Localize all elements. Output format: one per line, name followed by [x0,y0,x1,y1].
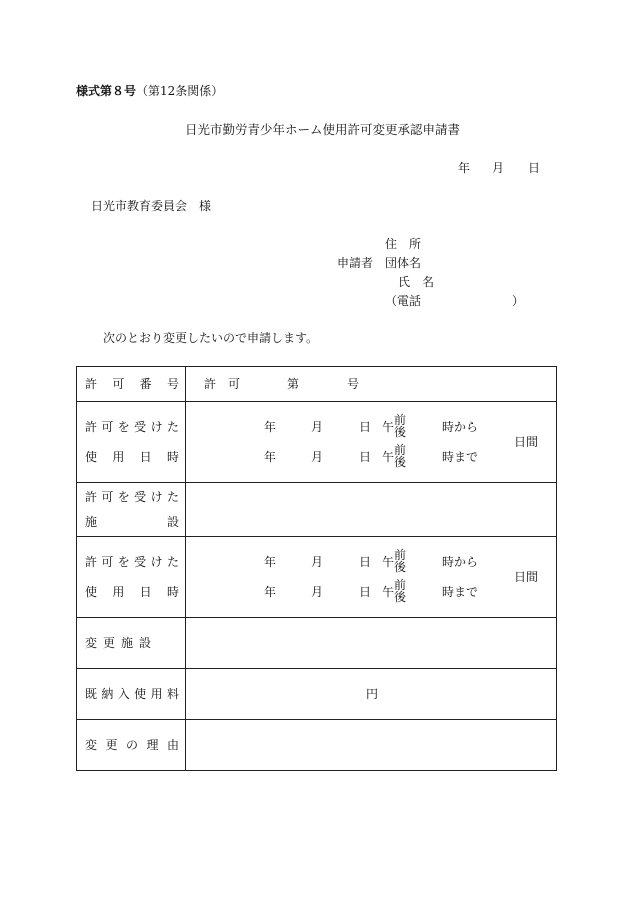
start-year-label: 年 [264,420,277,434]
end-year-label: 年 [264,450,277,464]
date-day-label: 日 [528,161,541,175]
application-table [76,366,557,771]
table-row [77,720,557,771]
start-noon-label: 午 [382,420,395,434]
start-ampm-choice: 前 後 [394,548,407,574]
phone-open-label: （電話 [385,294,422,308]
used-datetime-2-label-cell [77,537,186,618]
end-month-label: 月 [311,450,324,464]
page-title: 日光市勤労青少年ホーム使用許可変更承認申請書 [185,122,461,137]
start-year-label: 年 [264,555,277,569]
permit-dai-label: 第 [287,377,300,391]
changed-facility-label-cell [77,618,186,669]
end-hour-label: 時まで [442,450,479,464]
start-hour-label: 時から [442,420,479,434]
reason-label: 変 更 の 理 由 [85,738,179,752]
permit-prefix-label: 許 可 [204,377,241,391]
start-day-label: 日 [359,555,372,569]
paid-fee-label: 既 納 入 使 用 料 [85,687,179,701]
permit-number-label-cell [77,367,186,402]
changed-facility-label: 変 更 施 設 [85,636,151,650]
yen-label: 円 [366,687,379,701]
start-ampm-choice: 前 後 [394,413,407,439]
facility-label-1: 許 可 を 受 け た [85,489,179,504]
end-noon-label: 午 [382,585,395,599]
address-label: 住 所 [385,237,422,251]
changed-facility-value-cell[interactable] [186,618,557,669]
applicant-label: 申請者 [337,256,374,270]
permit-number-value-cell[interactable] [186,367,557,402]
permit-number-label: 許 可 番 号 [85,377,179,391]
used-datetime-label-2: 使 用 日 時 [85,450,179,464]
end-noon-label: 午 [382,450,395,464]
date-year-label: 年 [458,161,471,175]
end-day-label: 日 [359,450,372,464]
end-year-label: 年 [264,585,277,599]
reason-value-cell[interactable] [186,720,557,771]
start-month-label: 月 [311,555,324,569]
used-datetime-value-cell[interactable] [186,402,557,483]
start-month-label: 月 [311,420,324,434]
used-datetime-2-label-2: 使 用 日 時 [85,585,179,599]
start-noon-label: 午 [382,555,395,569]
days-label: 日間 [514,435,539,449]
name-label: 氏 名 [398,275,435,289]
start-day-label: 日 [359,420,372,434]
facility-label-2: 施 設 [85,514,179,529]
table-row [77,367,557,402]
date-month-label: 月 [492,161,505,175]
end-hour-label: 時まで [442,585,479,599]
paid-fee-value-cell[interactable] [186,669,557,720]
addressee: 日光市教育委員会 様 [91,199,212,213]
table-row [77,669,557,720]
used-datetime-label-1: 許 可 を 受 け た [85,420,179,434]
intro-text: 次のとおり変更したいので申請します。 [103,331,319,345]
facility-label-cell [77,483,186,537]
reason-label-cell [77,720,186,771]
facility-value-cell[interactable] [186,483,557,537]
form-number-note: （第12条関係） [136,84,224,98]
end-day-label: 日 [359,585,372,599]
paid-fee-label-cell [77,669,186,720]
used-datetime-2-label-1: 許 可 を 受 け た [85,555,179,569]
used-datetime-2-value-cell[interactable] [186,537,557,618]
permit-go-label: 号 [347,377,360,391]
end-ampm-choice: 前 後 [394,578,407,604]
days-label: 日間 [514,570,539,584]
group-name-label: 団体名 [385,256,422,270]
form-number-label: 様式第８号 [76,84,137,98]
start-hour-label: 時から [442,555,479,569]
phone-close-label: ） [512,294,525,308]
table-row [77,402,557,483]
table-row [77,618,557,669]
end-month-label: 月 [311,585,324,599]
table-row [77,483,557,537]
used-datetime-label-cell [77,402,186,483]
table-row [77,537,557,618]
form-number [76,83,223,99]
end-ampm-choice: 前 後 [394,443,407,469]
